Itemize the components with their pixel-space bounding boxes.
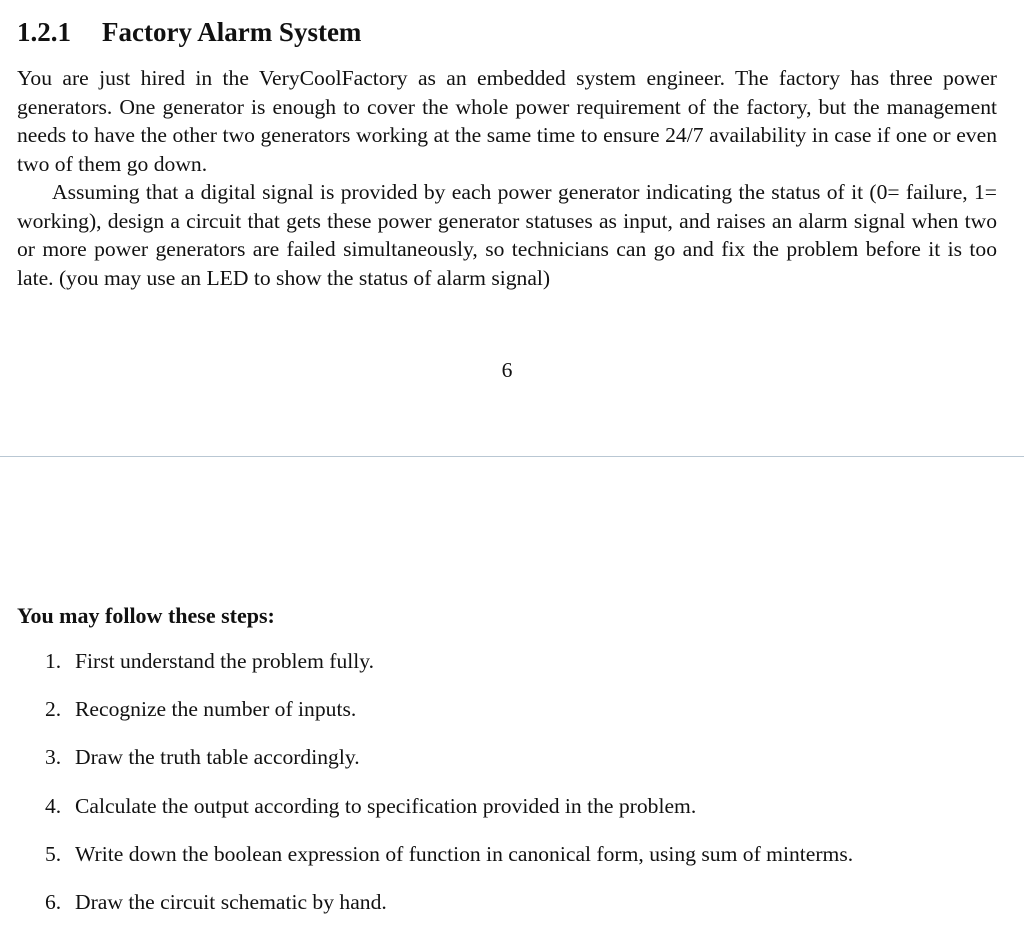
step-number: 1. bbox=[45, 649, 62, 673]
step-number: 2. bbox=[45, 697, 62, 722]
step-text: Draw the circuit schematic by hand. bbox=[75, 889, 387, 914]
section-title: Factory Alarm System bbox=[102, 17, 362, 47]
step-text: Draw the truth table accordingly. bbox=[75, 745, 360, 770]
intro-paragraph: You are just hired in the VeryCoolFactory as an embedded system engineer. The factory has three power generators. One generator is enough to cover the whole power requirement of the factory, but the management needs to have the other two generators working at the same time to ensure 24/7 availability in case if one or even two of them go down. bbox=[17, 66, 997, 176]
step-number: 3. bbox=[45, 745, 62, 770]
document-page-top bbox=[0, 0, 1024, 457]
step-number: 4. bbox=[45, 793, 62, 818]
step-text: Recognize the number of inputs. bbox=[75, 697, 357, 722]
step-text: First understand the problem fully. bbox=[75, 649, 375, 673]
page-number: 6 bbox=[501, 358, 513, 382]
step-text: Calculate the output according to specification provided in the problem. bbox=[75, 793, 697, 818]
page-separator bbox=[0, 456, 1024, 457]
step-text: Write down the boolean expression of function in canonical form, using sum of minterms. bbox=[75, 841, 854, 866]
steps-heading: You may follow these steps: bbox=[17, 603, 275, 628]
section-heading bbox=[17, 14, 361, 50]
task-paragraph: Assuming that a digital signal is provided by each power generator indicating the status of it (0= failure, 1= working), design a circuit that gets these power generator statuses as input, and raises an alarm signal when two or more power generators are failed simultaneously, so technicians can go and fix the problem before it is too late. (you may use an LED to show the status of alarm signal) bbox=[17, 180, 997, 290]
section-number: 1.2.1 bbox=[17, 17, 71, 47]
step-number: 6. bbox=[45, 889, 62, 914]
step-number: 5. bbox=[45, 841, 62, 866]
